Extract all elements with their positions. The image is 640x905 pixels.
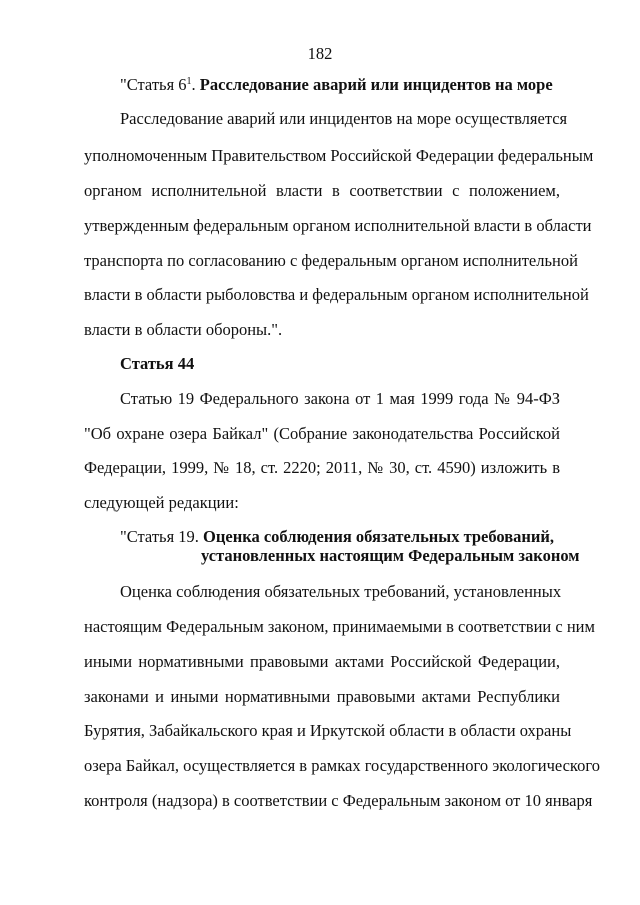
- article-19-line: иными нормативными правовыми актами Российской Федерации,: [84, 652, 560, 671]
- article-6-1-heading: [120, 72, 553, 95]
- article-19-line: законами и иными нормативными правовыми актами Республики: [84, 687, 560, 706]
- article-19-title-line1: Оценка соблюдения обязательных требований,: [203, 527, 555, 546]
- article-6-1-title: Расследование аварий или инцидентов на море: [199, 75, 553, 94]
- article-19-title-line2: установленных настоящим Федеральным законом: [201, 546, 580, 565]
- article-19-line: контроля (надзора) в соответствии с Федеральным законом от 10 января: [84, 791, 593, 810]
- article-19-heading: [120, 527, 554, 547]
- article-19-line: Бурятия, Забайкальского края и Иркутской области в области охраны: [84, 721, 572, 740]
- article-44-line: Статью 19 Федерального закона от 1 мая 1999 года № 94-ФЗ: [120, 389, 560, 408]
- article-6-1-line: власти в области рыболовства и федеральным органом исполнительной: [84, 285, 589, 304]
- article-44-heading: [120, 354, 194, 374]
- page-number: 182: [307, 44, 333, 63]
- article-19-prefix: "Статья 19.: [120, 527, 199, 546]
- article-19-line: настоящим Федеральным законом, принимаемыми в соответствии с ним: [84, 617, 595, 636]
- article-6-1-dot: .: [191, 75, 196, 94]
- article-19-line: озера Байкал, осуществляется в рамках государственного экологического: [84, 756, 600, 775]
- article-6-1-line: транспорта по согласованию с федеральным органом исполнительной: [84, 251, 578, 270]
- article-6-1-superscript: 1: [186, 76, 192, 87]
- article-6-1-line: утвержденным федеральным органом исполнительной власти в области: [84, 216, 592, 235]
- article-44-line: "Об охране озера Байкал" (Собрание законодательства Российской: [84, 424, 560, 443]
- article-6-1-line: уполномоченным Правительством Российской Федерации федеральным: [84, 146, 594, 165]
- article-6-1-line: органом исполнительной власти в соответствии с положением,: [84, 181, 560, 200]
- article-6-1-line: Расследование аварий или инцидентов на море осуществляется: [120, 109, 568, 128]
- article-44-title: Статья 44: [120, 354, 195, 373]
- article-44-line: Федерации, 1999, № 18, ст. 2220; 2011, № 30, ст. 4590) изложить в: [84, 458, 560, 477]
- article-6-1-line: власти в области обороны.".: [84, 320, 283, 339]
- article-6-1-prefix: "Статья 6: [120, 75, 187, 94]
- article-19-line: Оценка соблюдения обязательных требований, установленных: [120, 582, 562, 601]
- article-44-line: следующей редакции:: [84, 493, 239, 512]
